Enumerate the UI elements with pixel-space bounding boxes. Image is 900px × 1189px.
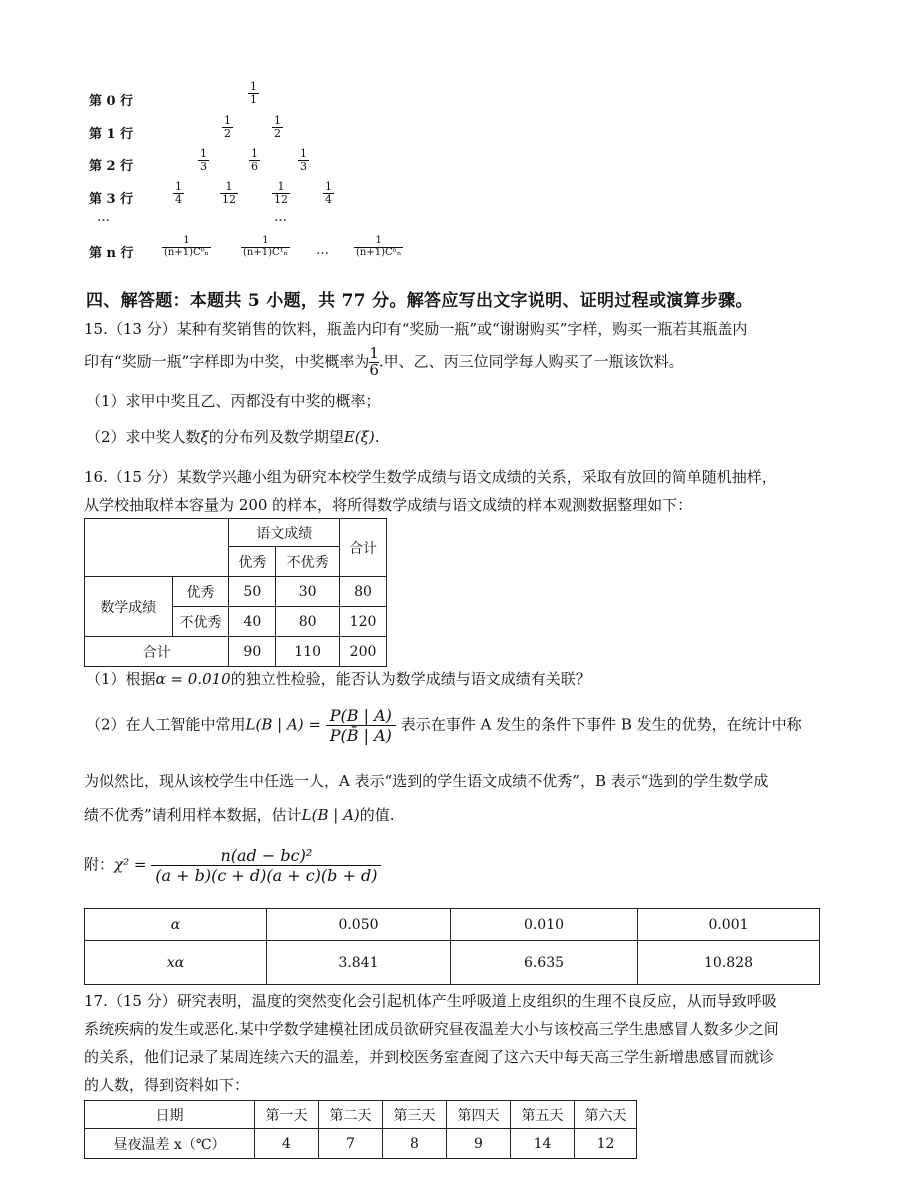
fraction: $\frac{1}{12}$ — [222, 180, 236, 206]
table-header: 第四天 — [447, 1101, 511, 1129]
table-header: 日期 — [85, 1101, 255, 1129]
row-label-2: 第 2 行 — [89, 159, 134, 174]
table-cell: 80 — [340, 577, 387, 607]
fraction: $\frac{1}{1}$ — [250, 80, 257, 106]
ellipsis: … — [316, 243, 329, 258]
table-cell: 14 — [511, 1129, 575, 1159]
table-cell: 90 — [229, 637, 276, 667]
chi-square-fraction: $\frac{\text{n(ad − bc)²}}{(a + b)(c + d)(a + c)(b + d)}$ — [151, 846, 381, 885]
table-cell: 7 — [319, 1129, 383, 1159]
q16-part2-line3: 绩不优秀”请利用样本数据，估计L(B | A)的值. — [84, 806, 395, 824]
table-cell: 3.841 — [267, 941, 451, 985]
fraction: 1 (n+1)Cⁿₙ — [356, 235, 402, 258]
chi-square-formula: 附：χ² = $\frac{\text{n(ad − bc)²}}{(a + b)(c + d)(a + c)(b + d)}$ — [84, 846, 381, 885]
q17-line2: 系统疾病的发生或恶化.某中学数学建模社团成员欲研究昼夜温差大小与该校高三学生患感冒人数多少之间 — [84, 1020, 779, 1038]
table-header: 第三天 — [383, 1101, 447, 1129]
table-header: 第二天 — [319, 1101, 383, 1129]
fraction: $\frac{1}{2}$ — [224, 114, 231, 140]
table-cell: 10.828 — [638, 941, 820, 985]
table-cell: 40 — [229, 607, 276, 637]
col-header: 优秀 — [229, 547, 276, 577]
q16-part2-line2: 为似然比，现从该校学生中任选一人，A 表示“选到的学生语文成绩不优秀”，B 表示“选到的学生数学成 — [84, 772, 769, 790]
q16-line2: 从学校抽取样本容量为 200 的样本，将所得数学成绩与语文成绩的样本观测数据整理如下： — [84, 496, 693, 514]
fraction: $\frac{1}{4}$ — [175, 180, 182, 206]
row-header: 优秀 — [172, 577, 229, 607]
section-heading: 四、解答题：本题共 5 小题，共 77 分。解答应写出文字说明、证明过程或演算步骤。 — [86, 291, 753, 311]
fraction: $\frac{1}{12}$ — [274, 180, 288, 206]
row-label-0: 第 0 行 — [89, 94, 134, 109]
table-header: 第五天 — [511, 1101, 575, 1129]
fraction: $\frac{1}{3}$ — [200, 147, 207, 173]
table-cell: 30 — [276, 577, 340, 607]
table-cell: 200 — [340, 637, 387, 667]
table-cell: α — [85, 909, 267, 941]
q17-line1: 17.（15 分）研究表明，温度的突然变化会引起机体产生呼吸道上皮组织的生理不良反应，从而导致呼吸 — [84, 992, 777, 1010]
col-total-header: 合计 — [340, 519, 387, 577]
contingency-table — [84, 518, 387, 667]
likelihood-ratio-fraction: $\frac{P(B | A)}{P(B̄ | A)}$ — [326, 706, 396, 745]
ellipsis: … — [97, 210, 110, 225]
row-header: 不优秀 — [172, 607, 229, 637]
table-cell: 0.050 — [267, 909, 451, 941]
table-cell: 80 — [276, 607, 340, 637]
table-cell: 110 — [276, 637, 340, 667]
table-cell: 12 — [575, 1129, 637, 1159]
table-cell: 昼夜温差 x（℃） — [85, 1129, 255, 1159]
q15-line1: 15.（13 分）某种有奖销售的饮料，瓶盖内印有“奖励一瓶”或“谢谢购买”字样，购买一瓶若其瓶盖内 — [84, 320, 748, 338]
table-cell: 120 — [340, 607, 387, 637]
col-header: 不优秀 — [276, 547, 340, 577]
table-cell: 0.001 — [638, 909, 820, 941]
fraction: $\frac{1}{2}$ — [274, 114, 281, 140]
table-cell: 9 — [447, 1129, 511, 1159]
row-label-n: 第 n 行 — [89, 246, 134, 261]
q15-part1: （1）求甲中奖且乙、丙都没有中奖的概率； — [86, 392, 381, 410]
probability-fraction: $\frac{1}{6}$ — [369, 344, 379, 379]
table-cell: 8 — [383, 1129, 447, 1159]
row-label-3: 第 3 行 — [89, 192, 134, 207]
fraction: $\frac{1}{\text{(n+1)C¹ₙ}}$ — [243, 235, 288, 258]
fraction: $\frac{1}{\text{(n+1)C⁰ₙ}}$ — [164, 235, 209, 258]
fraction: $\frac{1}{4}$ — [325, 180, 332, 206]
table-header: 第六天 — [575, 1101, 637, 1129]
critical-value-table — [84, 908, 820, 985]
temperature-table — [84, 1100, 637, 1159]
table-cell: 4 — [255, 1129, 319, 1159]
q17-line4: 的人数，得到资料如下： — [84, 1076, 250, 1094]
q16-part2: （2）在人工智能中常用L(B | A) = $\frac{P(B | A)}{P(B̄ | A)}$ 表示在事件 A 发生的条件下事件 B 发生的优势，在统计中称 — [86, 706, 802, 746]
fraction: $\frac{1}{3}$ — [300, 147, 307, 173]
q15-part2: （2）求中奖人数ξ的分布列及数学期望E(ξ). — [86, 428, 380, 446]
q16-part1: （1）根据α = 0.010的独立性检验，能否认为数学成绩与语文成绩有关联？ — [86, 670, 591, 688]
table-cell: 0.010 — [451, 909, 638, 941]
table-cell: xα — [85, 941, 267, 985]
ellipsis: … — [274, 210, 287, 225]
q15-line2: 印有“奖励一瓶”字样即为中奖，中奖概率为 $\frac{1}{6}$ .甲、乙、丙三位同学每人购买了一瓶该饮料。 — [84, 344, 684, 379]
q16-line1: 16.（15 分）某数学兴趣小组为研究本校学生数学成绩与语文成绩的关系，采取有放回的简单随机抽样， — [84, 468, 777, 486]
row-header: 合计 — [85, 637, 229, 667]
col-group-header: 语文成绩 — [229, 519, 340, 547]
table-header: 第一天 — [255, 1101, 319, 1129]
row-label-1: 第 1 行 — [89, 127, 134, 142]
row-group-header: 数学成绩 — [85, 577, 173, 637]
q17-line3: 的关系，他们记录了某周连续六天的温差，并到校医务室查阅了这六天中每天高三学生新增患感冒而就诊 — [84, 1048, 775, 1066]
table-cell: 6.635 — [451, 941, 638, 985]
table-cell: 50 — [229, 577, 276, 607]
fraction: $\frac{1}{6}$ — [251, 147, 258, 173]
